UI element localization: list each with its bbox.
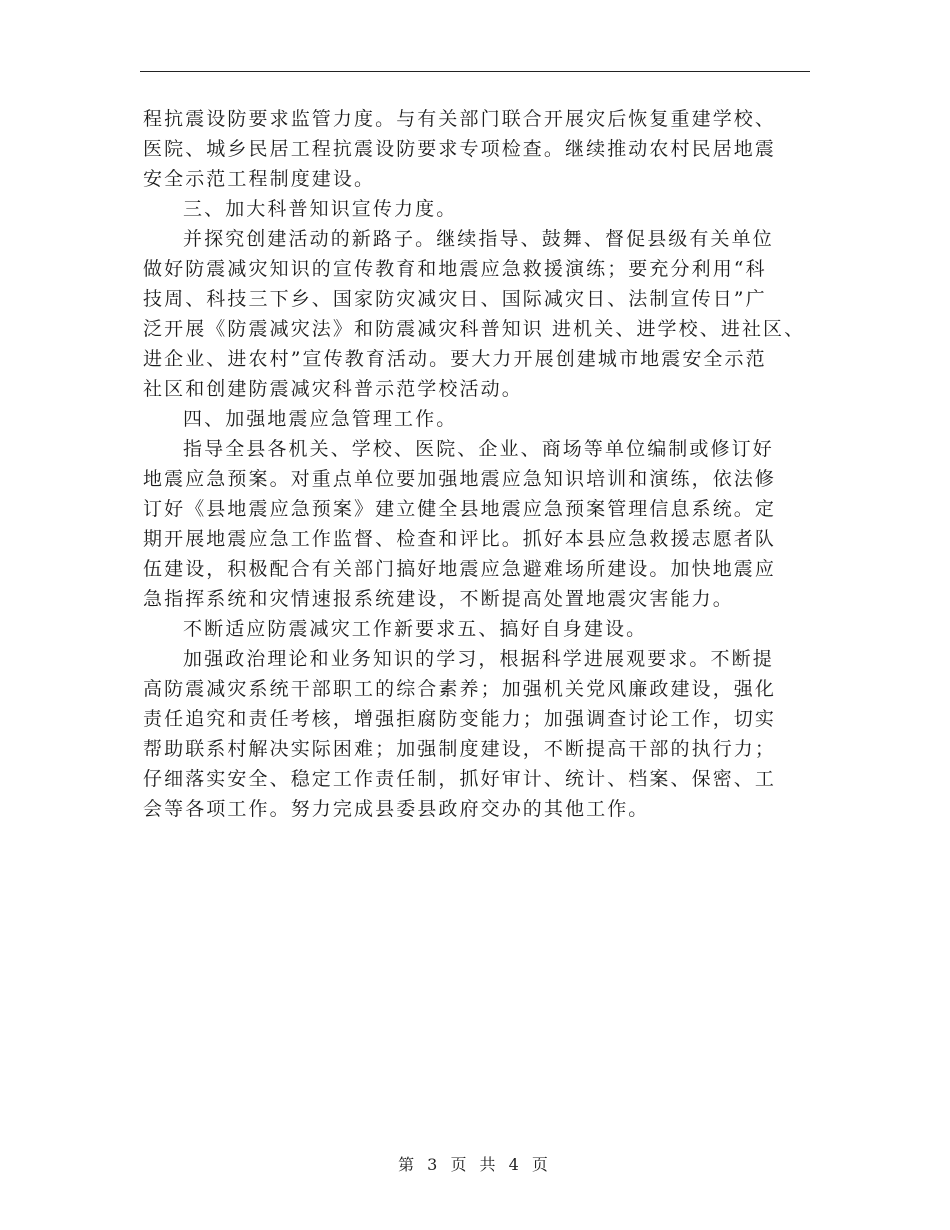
section-heading: 四、加强地震应急管理工作。 xyxy=(183,408,458,430)
text-line: 程抗震设防要求监管力度。与有关部门联合开展灾后恢复重建学校、 xyxy=(143,108,777,130)
document-body xyxy=(143,104,823,824)
text-line: 会等各项工作。努力完成县委县政府交办的其他工作。 xyxy=(143,798,650,820)
text-line: 订好《县地震应急预案》建立健全县地震应急预案管理信息系统。定 xyxy=(143,498,777,520)
text-line: 医院、城乡民居工程抗震设防要求专项检查。继续推动农村民居地震 xyxy=(143,138,777,160)
text-line: 仔细落实安全、稳定工作责任制，抓好审计、统计、档案、保密、工 xyxy=(143,768,777,790)
header-divider xyxy=(140,71,810,72)
text-line: 做好防震减灾知识的宣传教育和地震应急救援演练；要充分利用“科 xyxy=(143,258,767,280)
text-line: 技周、科技三下乡、国家防灾减灾日、国际减灾日、法制宣传日”广 xyxy=(143,288,767,310)
text-line: 高防震减灾系统干部职工的综合素养；加强机关党风廉政建设，强化 xyxy=(143,678,777,700)
text-line: 进企业、进农村”宣传教育活动。要大力开展创建城市地震安全示范 xyxy=(143,348,767,370)
text-line: 急指挥系统和灾情速报系统建设，不断提高处置地震灾害能力。 xyxy=(143,588,734,610)
text-line: 社区和创建防震减灾科普示范学校活动。 xyxy=(143,378,523,400)
text-line: 伍建设，积极配合有关部门搞好地震应急避难场所建设。加快地震应 xyxy=(143,558,777,580)
page-number-footer: 第 3 页 共 4 页 xyxy=(398,1155,552,1174)
paragraph-start: 并探究创建活动的新路子。继续指导、鼓舞、督促县级有关单位 xyxy=(183,228,774,250)
text-line: 责任追究和责任考核，增强拒腐防变能力；加强调查讨论工作，切实 xyxy=(143,708,777,730)
text-line: 期开展地震应急工作监督、检查和评比。抓好本县应急救援志愿者队 xyxy=(143,528,777,550)
text-line: 帮助联系村解决实际困难；加强制度建设，不断提高干部的执行力； xyxy=(143,738,777,760)
section-heading: 三、加大科普知识宣传力度。 xyxy=(183,198,458,220)
text-line: 泛开展《防震减灾法》和防震减灾科普知识 进机关、进学校、进社区、 xyxy=(143,318,806,340)
paragraph-start: 加强政治理论和业务知识的学习，根据科学进展观要求。不断提 xyxy=(183,648,774,670)
text-line: 安全示范工程制度建设。 xyxy=(143,168,376,190)
text-line: 地震应急预案。对重点单位要加强地震应急知识培训和演练，依法修 xyxy=(143,468,777,490)
paragraph-start: 指导全县各机关、学校、医院、企业、商场等单位编制或修订好 xyxy=(183,438,774,460)
section-heading: 不断适应防震减灾工作新要求五、搞好自身建设。 xyxy=(183,618,648,640)
